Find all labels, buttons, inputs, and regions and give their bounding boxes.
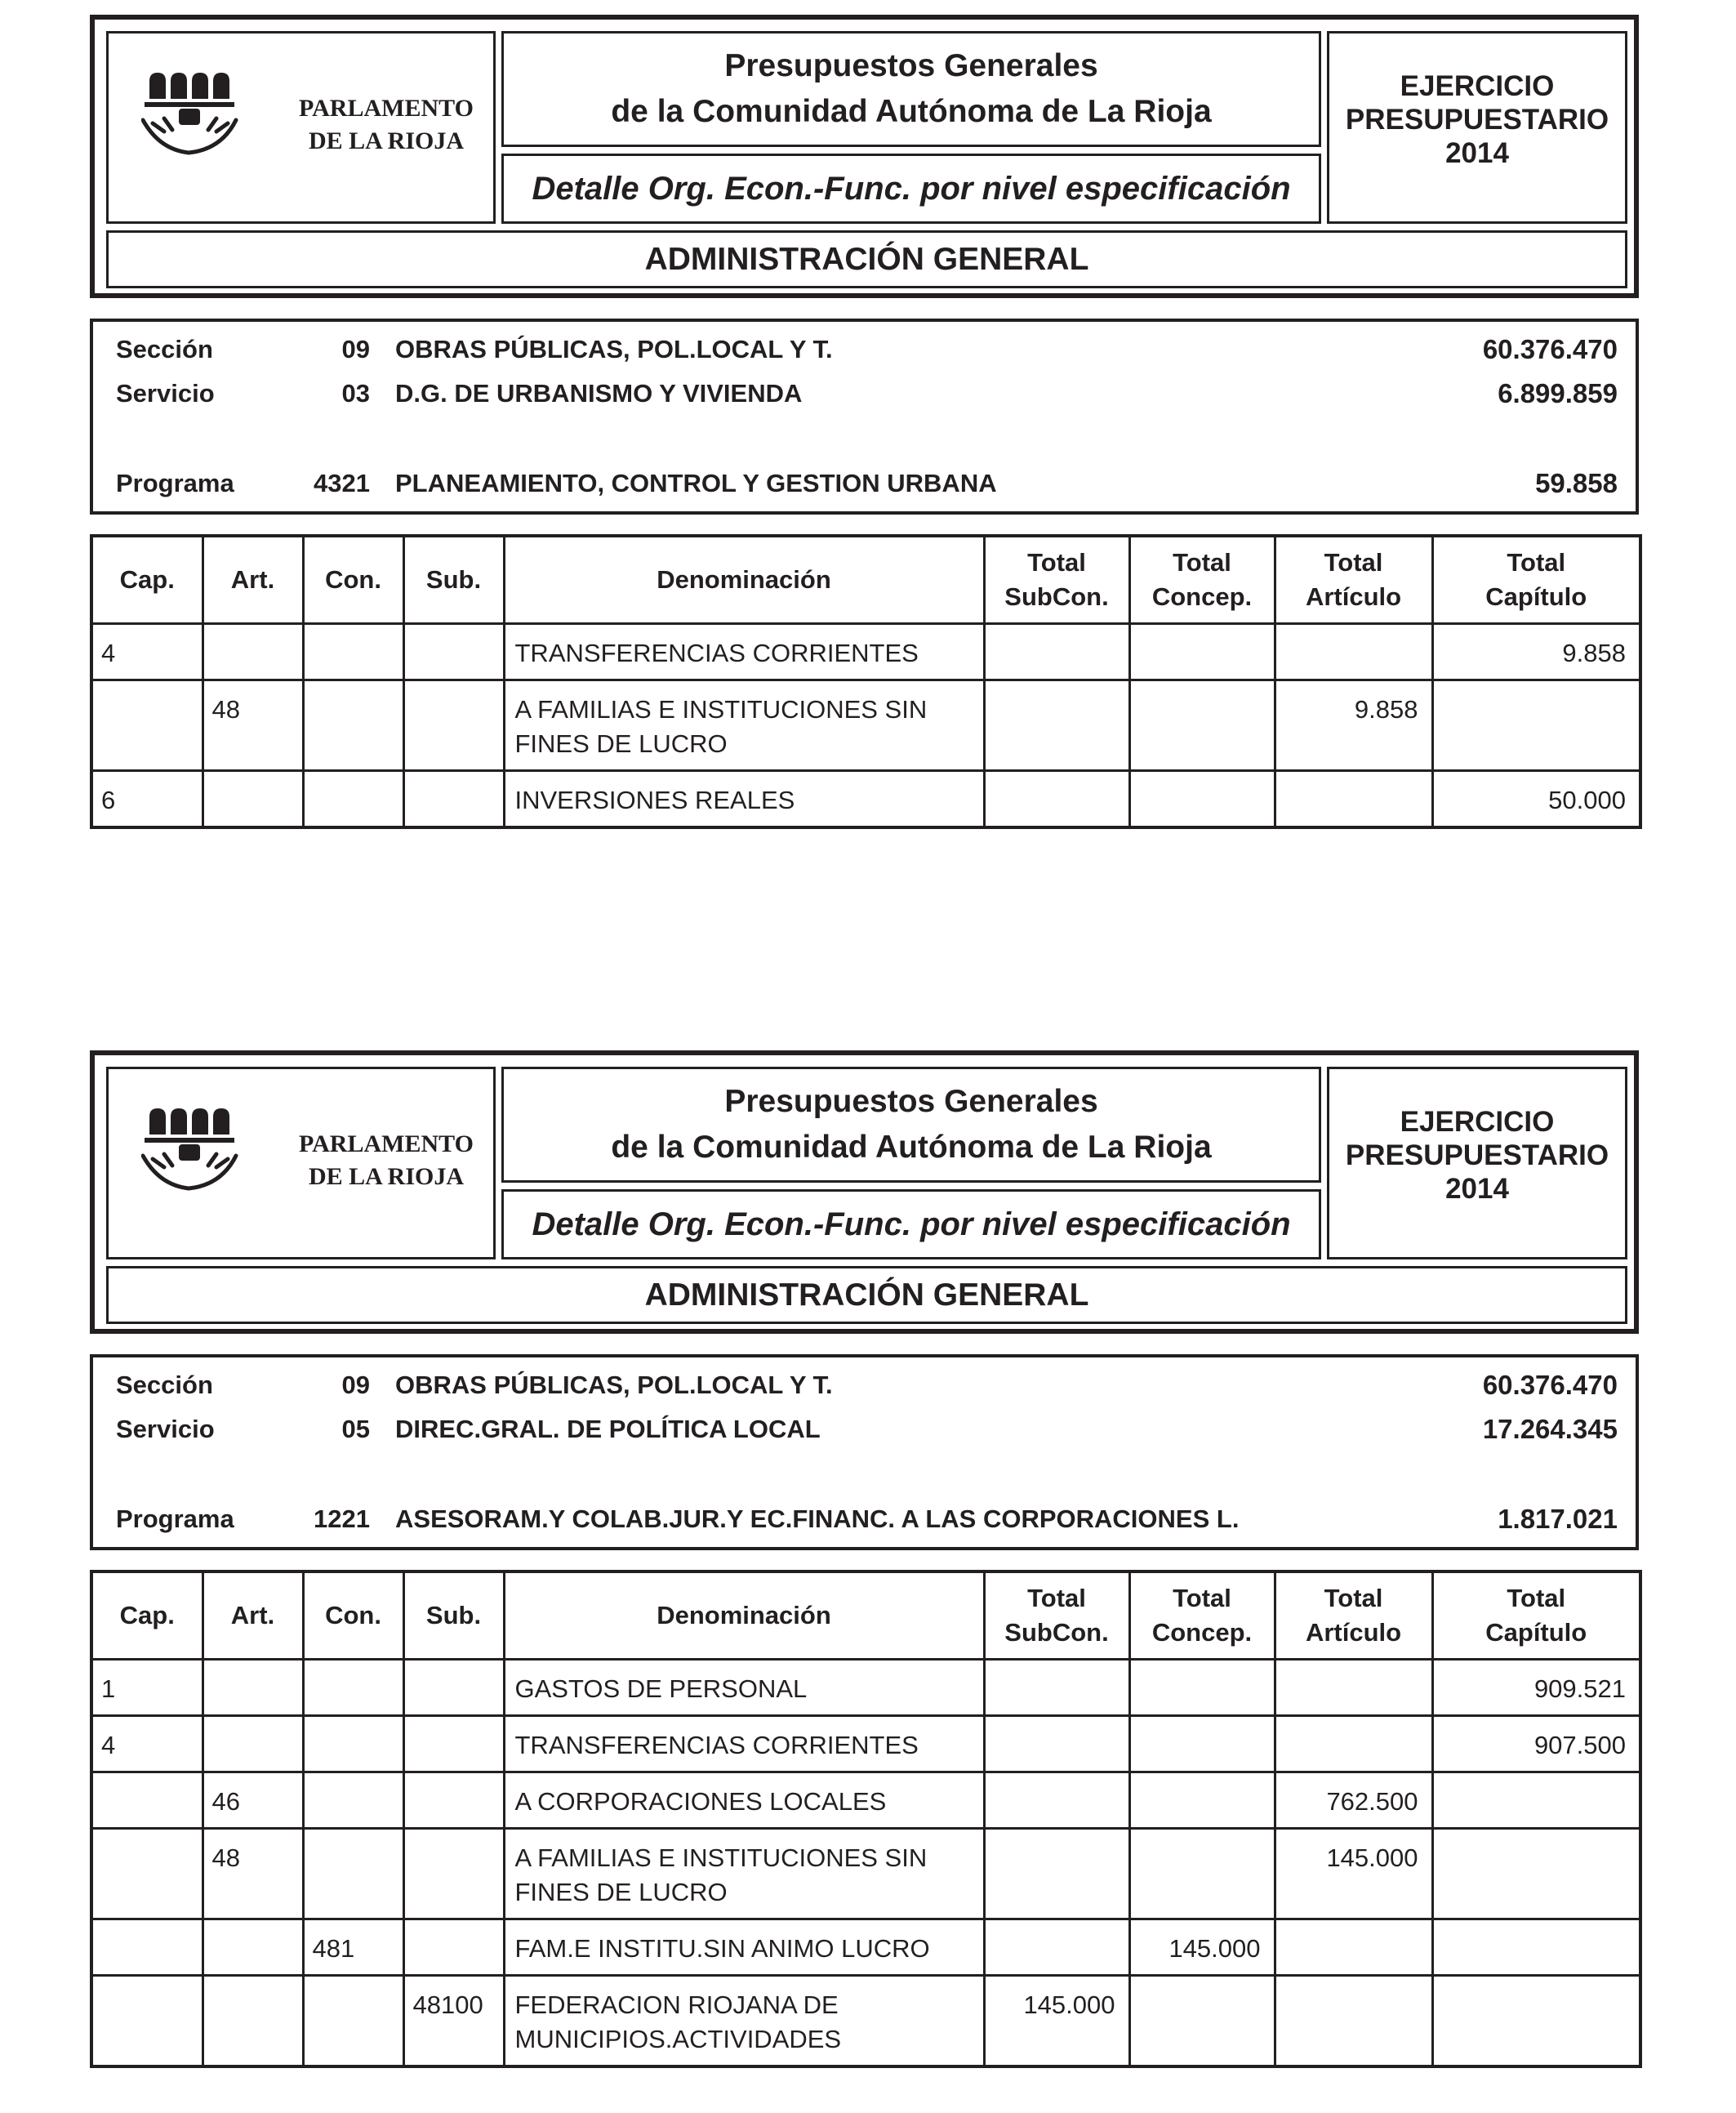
cell-art — [203, 1716, 303, 1772]
seccion-amount: 60.376.470 — [1482, 334, 1618, 364]
cell-sub — [403, 1716, 504, 1772]
cell-total-subcon — [984, 771, 1129, 828]
cell-total-capitulo — [1432, 1919, 1640, 1976]
cell-denominacion: TRANSFERENCIAS CORRIENTES — [504, 624, 984, 680]
cell-total-capitulo — [1432, 1772, 1640, 1829]
header-line: Total — [1324, 1584, 1383, 1612]
cell-total-capitulo: 50.000 — [1432, 771, 1640, 828]
cell-art: 46 — [203, 1772, 303, 1829]
servicio-description: D.G. DE URBANISMO Y VIVIENDA — [395, 379, 803, 408]
parliament-emblem-icon — [141, 1108, 280, 1206]
header-line: SubCon. — [1004, 1618, 1109, 1647]
seccion-code: 09 — [341, 1371, 370, 1399]
cell-sub — [403, 771, 504, 828]
col-header-total-articulo — [1275, 536, 1432, 624]
seccion-code: 09 — [341, 335, 370, 363]
col-header-total-subcon — [984, 1571, 1129, 1660]
cell-total-concep — [1129, 624, 1275, 680]
cell-total-concep — [1129, 1660, 1275, 1716]
header-line: Total — [1507, 548, 1566, 577]
cell-denominacion: A FAMILIAS E INSTITUCIONES SIN FINES DE LUCRO — [504, 1829, 984, 1919]
cell-art — [203, 1660, 303, 1716]
col-header-sub: Sub. — [403, 536, 504, 624]
cell-total-articulo — [1275, 1716, 1432, 1772]
cell-cap: 1 — [91, 1660, 203, 1716]
col-header-cap: Cap. — [91, 536, 203, 624]
cell-denominacion: FEDERACION RIOJANA DE MUNICIPIOS.ACTIVIDADES — [504, 1976, 984, 2067]
col-header-denominacion: Denominación — [504, 536, 984, 624]
table-row — [91, 1976, 1640, 2067]
seccion-label: Sección — [116, 1371, 213, 1399]
cell-total-articulo — [1275, 1919, 1432, 1976]
programa-row — [93, 1503, 1636, 1536]
cell-cap — [91, 1919, 203, 1976]
servicio-code: 03 — [341, 379, 370, 408]
document-title-box — [501, 1067, 1321, 1183]
cell-art — [203, 624, 303, 680]
table-body — [91, 1660, 1640, 2067]
cell-sub — [403, 624, 504, 680]
header-line: Capítulo — [1485, 1618, 1587, 1647]
cell-art — [203, 1919, 303, 1976]
col-header-denominacion: Denominación — [504, 1571, 984, 1660]
servicio-label: Servicio — [116, 1415, 215, 1443]
servicio-amount: 17.264.345 — [1482, 1414, 1618, 1444]
header-line: Capítulo — [1485, 582, 1587, 611]
cell-sub — [403, 1919, 504, 1976]
cell-sub — [403, 680, 504, 771]
cell-cap — [91, 680, 203, 771]
cell-denominacion: TRANSFERENCIAS CORRIENTES — [504, 1716, 984, 1772]
cell-art — [203, 1976, 303, 2067]
programa-label: Programa — [116, 1505, 234, 1533]
cell-total-articulo — [1275, 1976, 1432, 2067]
col-header-total-concep — [1129, 536, 1275, 624]
cell-total-capitulo: 909.521 — [1432, 1660, 1640, 1716]
fiscal-year-line1: EJERCICIO — [1400, 69, 1555, 102]
header-line: Total — [1027, 1584, 1086, 1612]
cell-con — [303, 1716, 403, 1772]
cell-con — [303, 624, 403, 680]
col-header-sub: Sub. — [403, 1571, 504, 1660]
document-title-line2: de la Comunidad Autónoma de La Rioja — [611, 94, 1212, 129]
seccion-description: OBRAS PÚBLICAS, POL.LOCAL Y T. — [395, 335, 833, 363]
fiscal-year-line2: PRESUPUESTARIO — [1345, 1139, 1609, 1171]
cell-total-subcon — [984, 1919, 1129, 1976]
cell-cap — [91, 1976, 203, 2067]
seccion-row — [93, 333, 1636, 366]
org-name-line2: DE LA RIOJA — [308, 1163, 465, 1190]
header-line: Concep. — [1151, 1618, 1253, 1647]
fiscal-year-line1: EJERCICIO — [1400, 1105, 1555, 1138]
document-title-box — [501, 31, 1321, 147]
table-row — [91, 1660, 1640, 1716]
header-line: Total — [1173, 1584, 1231, 1612]
servicio-label: Servicio — [116, 379, 215, 408]
cell-con — [303, 1829, 403, 1919]
cell-denominacion: FAM.E INSTITU.SIN ANIMO LUCRO — [504, 1919, 984, 1976]
seccion-amount: 60.376.470 — [1482, 1370, 1618, 1400]
header-line: Total — [1507, 1584, 1566, 1612]
document-title-line1: Presupuestos Generales — [724, 1084, 1098, 1119]
cell-con — [303, 680, 403, 771]
col-header-art: Art. — [203, 536, 303, 624]
cell-total-subcon — [984, 1772, 1129, 1829]
budget-table — [90, 1570, 1642, 2068]
cell-con — [303, 1772, 403, 1829]
fiscal-year-box — [1327, 1067, 1627, 1259]
col-header-con: Con. — [303, 1571, 403, 1660]
fiscal-year-line2: PRESUPUESTARIO — [1345, 103, 1609, 136]
org-name-line2: DE LA RIOJA — [308, 127, 465, 154]
document-subtitle: Detalle Org. Econ.-Func. por nivel especificación — [501, 154, 1321, 224]
table-row — [91, 1829, 1640, 1919]
cell-total-subcon — [984, 1660, 1129, 1716]
cell-total-concep — [1129, 1829, 1275, 1919]
programa-code: 4321 — [314, 469, 370, 497]
cell-total-subcon — [984, 1716, 1129, 1772]
table-header-row — [91, 536, 1640, 624]
col-header-art: Art. — [203, 1571, 303, 1660]
cell-art — [203, 771, 303, 828]
budget-info-box — [90, 319, 1639, 515]
cell-total-subcon — [984, 1829, 1129, 1919]
programa-label: Programa — [116, 469, 234, 497]
header-line: Concep. — [1151, 582, 1253, 611]
cell-total-capitulo: 9.858 — [1432, 624, 1640, 680]
cell-total-capitulo: 907.500 — [1432, 1716, 1640, 1772]
header-line: Total — [1173, 548, 1231, 577]
document-title-line1: Presupuestos Generales — [724, 48, 1098, 83]
cell-sub — [403, 1660, 504, 1716]
cell-cap — [91, 1829, 203, 1919]
seccion-description: OBRAS PÚBLICAS, POL.LOCAL Y T. — [395, 1371, 833, 1399]
programa-amount: 1.817.021 — [1498, 1504, 1618, 1534]
fiscal-year-value: 2014 — [1445, 136, 1509, 169]
cell-sub: 48100 — [403, 1976, 504, 2067]
cell-denominacion: A CORPORACIONES LOCALES — [504, 1772, 984, 1829]
cell-sub — [403, 1772, 504, 1829]
logo-box — [106, 1067, 496, 1259]
cell-total-concep — [1129, 1772, 1275, 1829]
header-line: Artículo — [1305, 582, 1402, 611]
cell-total-concep — [1129, 1716, 1275, 1772]
cell-total-concep: 145.000 — [1129, 1919, 1275, 1976]
servicio-row — [93, 1413, 1636, 1446]
programa-row — [93, 467, 1636, 500]
seccion-label: Sección — [116, 335, 213, 363]
cell-total-capitulo — [1432, 1976, 1640, 2067]
cell-art: 48 — [203, 1829, 303, 1919]
cell-con — [303, 771, 403, 828]
cell-total-capitulo — [1432, 1829, 1640, 1919]
cell-total-concep — [1129, 680, 1275, 771]
cell-total-articulo: 762.500 — [1275, 1772, 1432, 1829]
cell-con — [303, 1976, 403, 2067]
cell-con — [303, 1660, 403, 1716]
programa-description: ASESORAM.Y COLAB.JUR.Y EC.FINANC. A LAS CORPORACIONES L. — [395, 1505, 1240, 1533]
servicio-description: DIREC.GRAL. DE POLÍTICA LOCAL — [395, 1415, 821, 1443]
programa-code: 1221 — [314, 1505, 370, 1533]
cell-total-articulo — [1275, 1660, 1432, 1716]
cell-denominacion: GASTOS DE PERSONAL — [504, 1660, 984, 1716]
table-row — [91, 1716, 1640, 1772]
col-header-total-capitulo — [1432, 536, 1640, 624]
budget-info-box — [90, 1354, 1639, 1550]
cell-total-articulo — [1275, 771, 1432, 828]
table-row — [91, 624, 1640, 680]
org-name-line1: PARLAMENTO — [299, 1130, 474, 1157]
header-line: Total — [1324, 548, 1383, 577]
fiscal-year-box — [1327, 31, 1627, 224]
cell-denominacion: A FAMILIAS E INSTITUCIONES SIN FINES DE LUCRO — [504, 680, 984, 771]
table-row — [91, 771, 1640, 828]
cell-total-concep — [1129, 771, 1275, 828]
cell-total-articulo: 9.858 — [1275, 680, 1432, 771]
cell-total-subcon — [984, 680, 1129, 771]
cell-con: 481 — [303, 1919, 403, 1976]
header-line: SubCon. — [1004, 582, 1109, 611]
administration-title: ADMINISTRACIÓN GENERAL — [106, 1266, 1627, 1324]
servicio-row — [93, 377, 1636, 410]
seccion-row — [93, 1369, 1636, 1402]
document-subtitle: Detalle Org. Econ.-Func. por nivel especificación — [501, 1189, 1321, 1259]
cell-art: 48 — [203, 680, 303, 771]
programa-amount: 59.858 — [1535, 468, 1618, 498]
servicio-amount: 6.899.859 — [1498, 378, 1618, 408]
programa-description: PLANEAMIENTO, CONTROL Y GESTION URBANA — [395, 469, 997, 497]
cell-total-articulo — [1275, 624, 1432, 680]
cell-total-concep — [1129, 1976, 1275, 2067]
table-body — [91, 624, 1640, 828]
table-row — [91, 680, 1640, 771]
col-header-total-concep — [1129, 1571, 1275, 1660]
cell-total-subcon — [984, 624, 1129, 680]
fiscal-year-value: 2014 — [1445, 1172, 1509, 1205]
table-row — [91, 1919, 1640, 1976]
table-header-row — [91, 1571, 1640, 1660]
col-header-con: Con. — [303, 536, 403, 624]
document-title-line2: de la Comunidad Autónoma de La Rioja — [611, 1130, 1212, 1165]
logo-box — [106, 31, 496, 224]
cell-sub — [403, 1829, 504, 1919]
servicio-code: 05 — [341, 1415, 370, 1443]
header-line: Artículo — [1305, 1618, 1402, 1647]
cell-cap: 4 — [91, 624, 203, 680]
col-header-total-subcon — [984, 536, 1129, 624]
cell-denominacion: INVERSIONES REALES — [504, 771, 984, 828]
cell-cap: 6 — [91, 771, 203, 828]
administration-title: ADMINISTRACIÓN GENERAL — [106, 230, 1627, 288]
table-row — [91, 1772, 1640, 1829]
org-name-line1: PARLAMENTO — [299, 95, 474, 122]
col-header-total-capitulo — [1432, 1571, 1640, 1660]
col-header-total-articulo — [1275, 1571, 1432, 1660]
document-header — [90, 15, 1639, 298]
parliament-emblem-icon — [141, 73, 280, 171]
document-header — [90, 1050, 1639, 1334]
budget-table — [90, 534, 1642, 829]
header-line: Total — [1027, 548, 1086, 577]
col-header-cap: Cap. — [91, 1571, 203, 1660]
cell-total-articulo: 145.000 — [1275, 1829, 1432, 1919]
cell-cap: 4 — [91, 1716, 203, 1772]
cell-total-subcon: 145.000 — [984, 1976, 1129, 2067]
cell-cap — [91, 1772, 203, 1829]
cell-total-capitulo — [1432, 680, 1640, 771]
